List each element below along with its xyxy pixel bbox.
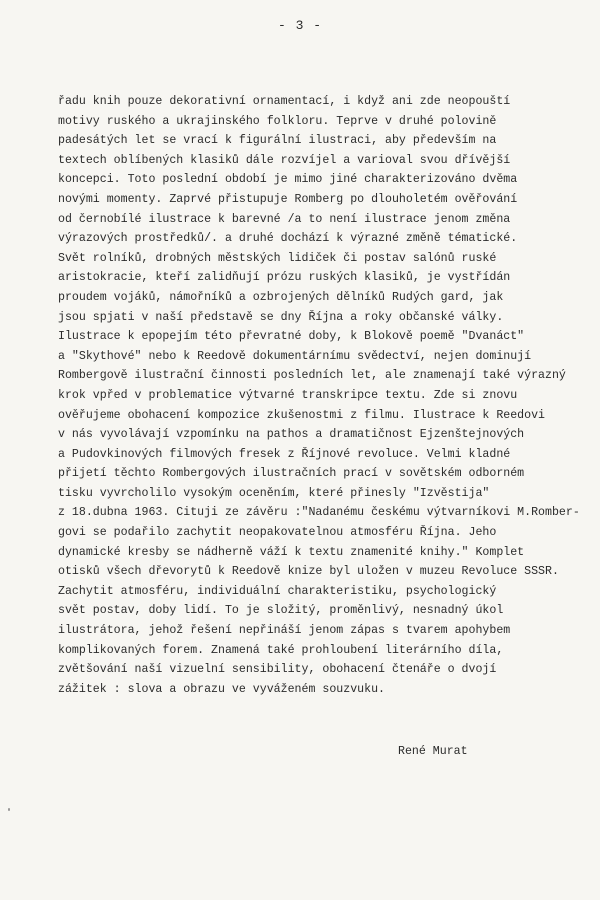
text-line: komplikovaných forem. Znamená také prohloubení literárního díla, bbox=[58, 643, 504, 657]
text-line: padesátých let se vrací k figurální ilustraci, aby především na bbox=[58, 134, 497, 148]
text-line: otisků všech dřevorytů k Reedově knize byl uložen v muzeu Revoluce SSSR. bbox=[58, 565, 559, 579]
text-line: Rombergově ilustrační činnosti posledních let, ale znamenají také výrazný bbox=[58, 369, 566, 383]
text-line: motivy ruského a ukrajinského folkloru. Teprve v druhé polovině bbox=[58, 114, 497, 128]
text-line: ověřujeme obohacení kompozice zkušenostmi z filmu. Ilustrace k Reedovi bbox=[58, 408, 546, 422]
text-line: govi se podařilo zachytit neopakovatelnou atmosféru Října. Jeho bbox=[58, 526, 497, 540]
text-line: a Pudovkinových filmových fresek z Říjnové revoluce. Velmi kladné bbox=[58, 447, 511, 461]
text-line: jsou spjati v naší představě se dny Října a roky občanské války. bbox=[58, 310, 504, 324]
text-line: výrazových prostředků/. a druhé dochází k výrazné změně tématické. bbox=[58, 232, 518, 246]
text-line: od černobílé ilustrace k barevné /a to není ilustrace jenom změna bbox=[58, 212, 511, 226]
text-line: v nás vyvolávají vzpomínku na pathos a dramatičnost Ejzenštejnových bbox=[58, 428, 525, 442]
text-line: aristokracie, kteří zalidňují prózu ruských klasiků, je vystřídán bbox=[58, 271, 511, 285]
text-line: a "Skythové" nebo k Reedově dokumentárnímu svědectví, nejen dominují bbox=[58, 349, 532, 363]
body-text bbox=[58, 92, 588, 699]
text-line: ilustrátora, jehož řešení nepřináší jenom zápas s tvarem apohybem bbox=[58, 624, 511, 638]
text-line: koncepci. Toto poslední období je mimo jiné charakterizováno dvěma bbox=[58, 173, 518, 187]
text-line: svět postav, doby lidí. To je složitý, proměnlivý, nesnadný úkol bbox=[58, 604, 504, 618]
text-line: zážitek : slova a obrazu ve vyváženém souzvuku. bbox=[58, 682, 385, 696]
text-line: proudem vojáků, námořníků a ozbrojených dělníků Rudých gard, jak bbox=[58, 290, 504, 304]
text-line: přijetí těchto Rombergových ilustračních prací v sovětském odborném bbox=[58, 467, 525, 481]
text-line: zvětšování naší vizuelní sensibility, obohacení čtenáře o dvojí bbox=[58, 663, 497, 677]
text-line: řadu knih pouze dekorativní ornamentací, i když ani zde neopouští bbox=[58, 95, 511, 108]
text-line: novými momenty. Zaprvé přistupuje Romberg po dlouholetém ověřování bbox=[58, 192, 518, 206]
text-line: z 18.dubna 1963. Cituji ze závěru :"Nadanému českému výtvarníkovi M.Romber- bbox=[58, 506, 580, 520]
page-number: - 3 - bbox=[277, 18, 322, 33]
text-line: dynamické kresby se nádherně váží k textu znamenité knihy." Komplet bbox=[58, 545, 525, 559]
text-line: tisku vyvrcholilo vysokým oceněním, které přinesly "Izvěstija" bbox=[58, 486, 490, 500]
text-line: Zachytit atmosféru, individuální charakteristiku, psychologický bbox=[58, 584, 497, 598]
text-line: Svět rolníků, drobných městských lidiček či postav salónů ruské bbox=[58, 251, 497, 265]
author-signature: René Murat bbox=[398, 745, 468, 758]
text-line: textech oblíbených klasiků dále rozvíjel a varioval svou dřívější bbox=[58, 153, 511, 167]
paper-speck bbox=[8, 808, 10, 811]
text-line: Ilustrace k epopejím této převratné doby, k Blokově poemě "Dvanáct" bbox=[58, 330, 525, 344]
text-line: krok vpřed v problematice výtvarné transkripce textu. Zde si znovu bbox=[58, 388, 518, 402]
